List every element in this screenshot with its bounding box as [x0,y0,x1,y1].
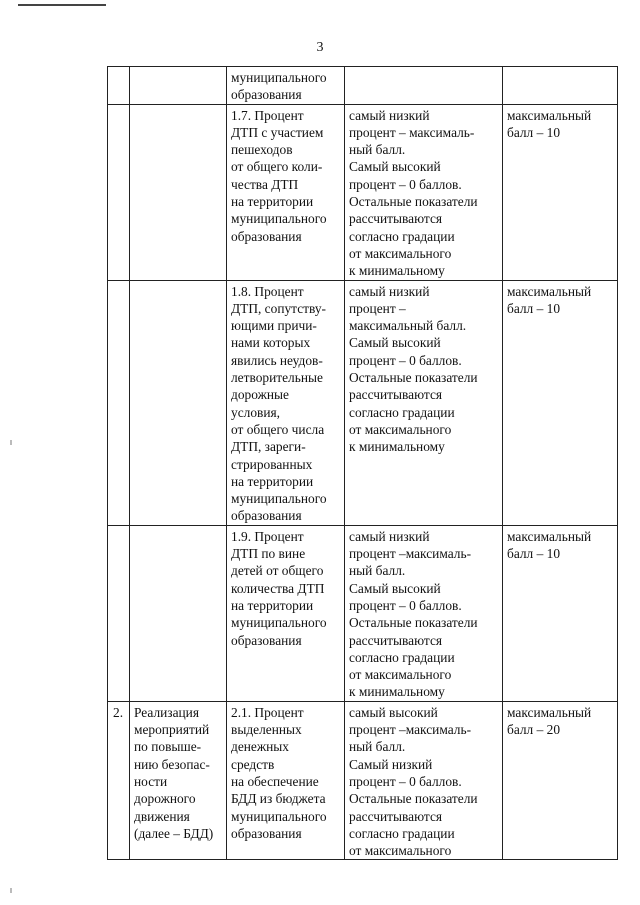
table-row [108,104,618,280]
points-cell: максимальный балл – 20 [503,701,618,860]
points-cell: максимальный балл – 10 [503,280,618,525]
criteria-cell: самый низкий процент – максимальный балл. Самый высокий процент – 0 баллов. Остальные показатели рассчитываются согласно градации от максимального к минимальному [345,280,503,525]
scan-mark [10,888,12,893]
row-number-cell: 2. [108,701,130,860]
table-row [108,280,618,525]
row-number-cell [108,525,130,701]
table-row [108,67,618,105]
points-cell: максимальный балл – 10 [503,104,618,280]
indicator-cell: муниципального образования [227,67,345,105]
measure-cell [130,67,227,105]
table-row [108,525,618,701]
criteria-cell: самый низкий процент – максималь- ный балл. Самый высокий процент – 0 баллов. Остальные показатели рассчитываются согласно градации от максимального к минимальному [345,104,503,280]
points-cell [503,67,618,105]
measure-cell [130,104,227,280]
indicator-cell: 1.7. Процент ДТП с участием пешеходов от общего коли- чества ДТП на территории муниципального образования [227,104,345,280]
measure-cell [130,280,227,525]
row-number-cell [108,104,130,280]
top-rule [18,4,106,6]
measure-cell [130,525,227,701]
page-number: 3 [316,40,324,55]
points-cell: максимальный балл – 10 [503,525,618,701]
criteria-cell: самый низкий процент –максималь- ный балл. Самый высокий процент – 0 баллов. Остальные показатели рассчитываются согласно градации от максимального к минимальному [345,525,503,701]
indicator-cell: 2.1. Процент выделенных денежных средств на обеспечение БДД из бюджета муниципального образования [227,701,345,860]
criteria-cell [345,67,503,105]
indicator-cell: 1.8. Процент ДТП, сопутству- ющими причи- нами которых явились неудов- летворительные дорожные условия, от общего числа ДТП, зареги- стрированных на территории муниципального образования [227,280,345,525]
table-row [108,701,618,860]
scan-mark [10,440,12,445]
measure-cell: Реализация мероприятий по повыше- нию безопас- ности дорожного движения (далее – БДД) [130,701,227,860]
criteria-cell: самый высокий процент –максималь- ный балл. Самый низкий процент – 0 баллов. Остальные показатели рассчитываются согласно градации от максимального [345,701,503,860]
row-number-cell [108,67,130,105]
indicator-cell: 1.9. Процент ДТП по вине детей от общего количества ДТП на территории муниципального образования [227,525,345,701]
criteria-table [107,66,618,860]
row-number-cell [108,280,130,525]
